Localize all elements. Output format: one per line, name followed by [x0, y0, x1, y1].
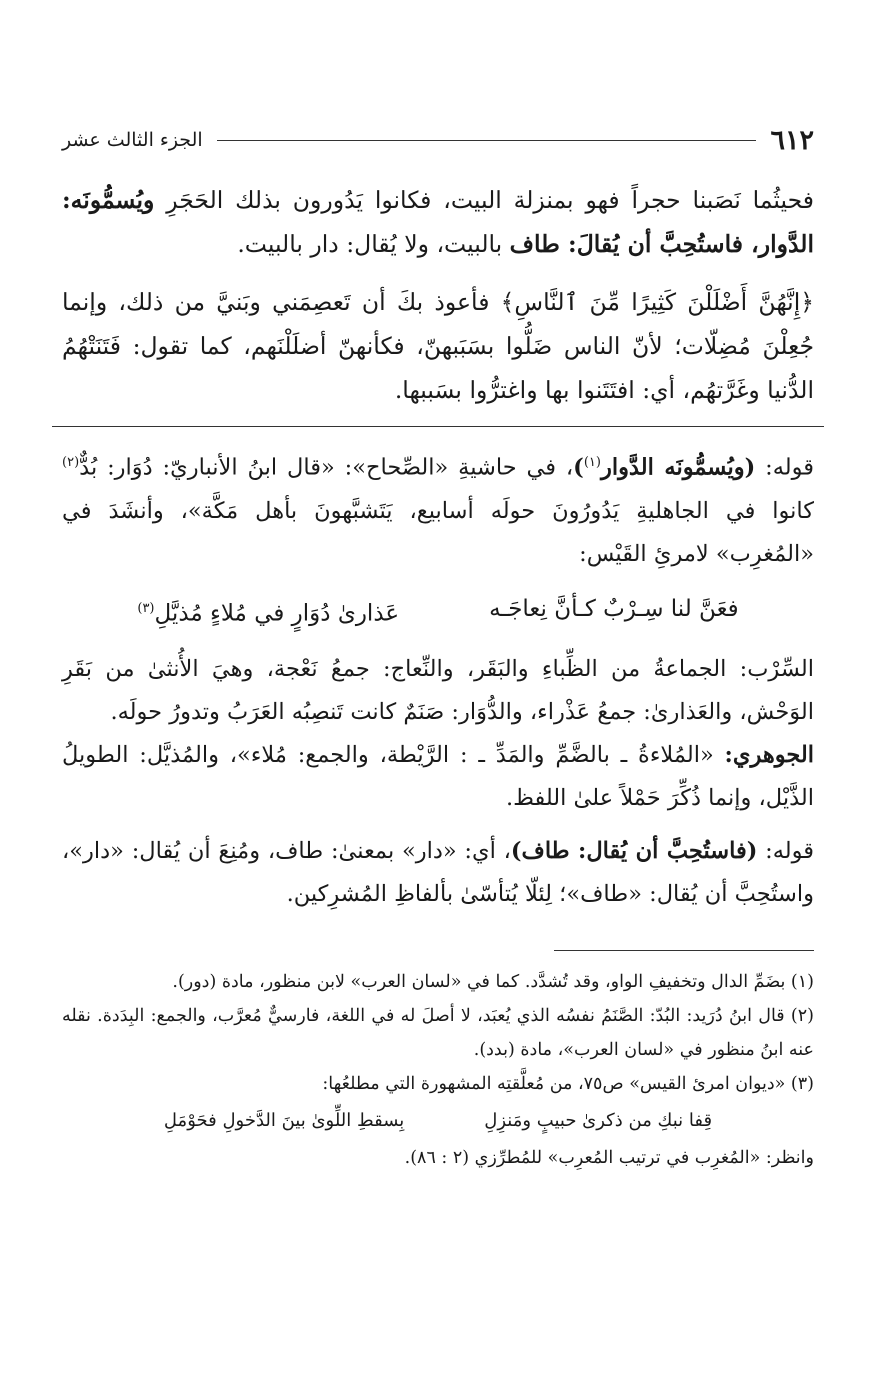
footnotes: [62, 965, 814, 1175]
page-header: [62, 120, 814, 160]
footnote-verse-hemistich-2: بِسقطِ اللِّوىٰ بينَ الدَّخولِ فحَوْمَلِ: [163, 1110, 405, 1132]
footnote-1: (١) بضَمِّ الدال وتخفيفِ الواو، وقد تُشدَّد. كما في «لسان العرب» لابن منظور، مادة (دور).: [172, 972, 814, 993]
verse-hemistich-2: عَذارىٰ دُوَارٍ في مُلاءٍ مُذيَّلِ$^{(٣)}$: [137, 600, 400, 627]
main-paragraph-1: فحيثُما نَصَبنا حجراً فهو بمنزلة البيت، فكانوا يَدُورون بذلك الحَجَرِ ويُسمُّونَه: الدَّوار، فاستُحِبَّ أن يُقالَ: طاف بالبيت، ولا يُقال: دار بالبيت.: [62, 186, 814, 258]
header-rule: [217, 140, 757, 141]
footnote-3-reference: وانظر: «المُغرِب في ترتيب المُعرِب» للمُطرِّزي (٢ : ٨٦).: [404, 1148, 814, 1169]
footnote-2: (٢) قال ابنُ دُرَيد: البُدّ: الصَّنَمُ نفسُه الذي يُعبَد، لا أصلَ له في اللغة، فارسيٌّ مُعرَّب، والجمع: البِدَدة. نقله عنه ابنُ منظور في «لسان العرب»، مادة (بدد).: [62, 1006, 814, 1061]
footnote-verse: [62, 1101, 814, 1141]
main-text: [62, 178, 814, 412]
main-paragraph-2: ﴿إِنَّهُنَّ أَضْلَلْنَ كَثِيرًا مِّنَ ٱلنَّاسِ﴾ فأعوذ بكَ أن تَعصِمَني وبَنيَّ من ذلك، وإنما جُعِلْنَ مُضِلّات؛ لأنّ الناس ضَلُّوا بسَبَبهنّ، فكأنهنّ أضلَلْنَهم، كما تقول: فَتَنَتْهُمُ الدُّنيا وغَرَّتهُم، أي: افتَتَنوا بها واغترُّوا بسَببها.: [62, 288, 814, 404]
poem-verse: [62, 586, 814, 637]
commentary: [62, 441, 814, 916]
verse-hemistich-1: فعَنَّ لنا سِـرْبٌ كـأنَّ نِعاجَـه: [489, 595, 739, 622]
footnote-divider: [554, 950, 814, 951]
footnote-3: (٣) «ديوان امرئ القيس» ص٧٥، من مُعلَّقتِه المشهورة التي مطلعُها:: [322, 1074, 814, 1095]
commentary-paragraph-3: قوله: (فاستُحِبَّ أن يُقال: طاف)، أي: «دار» بمعنىٰ: طاف، ومُنِعَ أن يُقال: «دار»، واستُحِبَّ أن يُقال: «طاف»؛ لِئلّا يُتأسّىٰ بألفاظِ المُشرِكين.: [62, 838, 814, 908]
commentary-paragraph-1: قوله: (ويُسمُّونَه الدَّوار$^{(١)}$)، في حاشيةِ «الصِّحاح»: «قال ابنُ الأنباريّ: دُوَار: بُدٌّ$^{(٢)}$ كانوا في الجاهليةِ يَدُورُونَ حولَه أسابيع، يَتَشبَّهونَ بأهل مَكَّة»، وأنشَدَ في «المُغرِب» لامرئِ القَيْس:: [62, 454, 814, 567]
running-title: الجزء الثالث عشر: [62, 129, 203, 151]
footnote-verse-hemistich-1: قِفا نبكِ من ذكرىٰ حبيبٍ ومَنزِلِ: [484, 1110, 713, 1132]
section-divider: [52, 426, 824, 427]
page-number: ٦١٢: [770, 124, 814, 156]
book-page: [62, 120, 814, 1175]
commentary-paragraph-2: السِّرْب: الجماعةُ من الظِّباءِ والبَقَر، والنِّعاج: جمعُ نَعْجة، وهيَ الأُنثىٰ من بَقَرِ الوَحْش، والعَذارىٰ: جمعُ عَذْراء، والدُّوَار: صَنَمٌ كانت تَنصِبُه العَرَبُ وتدورُ حولَه. الجوهري: «المُلاءةُ ـ بالضَّمِّ والمَدِّ ـ : الرَّيْطة، والجمع: مُلاء»، والمُذيَّل: الطويلُ الذَّيْل، وإنما ذُكِّرَ حَمْلاً علىٰ اللفظ.: [62, 656, 814, 812]
